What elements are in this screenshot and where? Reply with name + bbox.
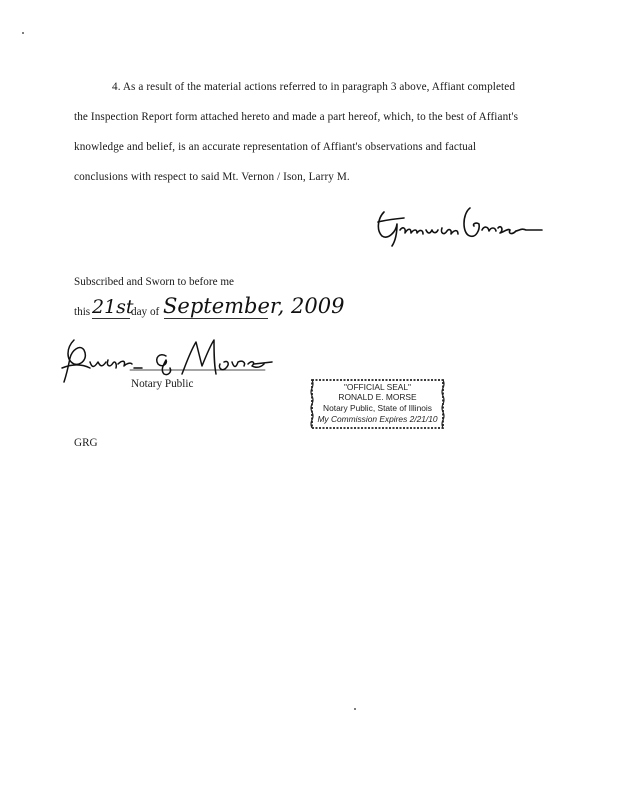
jurat-day-of-label: day of (131, 306, 160, 318)
paragraph-line: conclusions with respect to said Mt. Vernon / Ison, Larry M. (74, 171, 350, 183)
paragraph-line: 4. As a result of the material actions referred to in paragraph 3 above, Affiant completed (112, 81, 516, 93)
seal-line-3: Notary Public, State of Illinois (323, 403, 432, 413)
paragraph-line: the Inspection Report form attached hereto and made a part hereof, which, to the best of Affiant's (74, 111, 519, 123)
scan-speck (354, 708, 356, 710)
month-blank-line (164, 318, 268, 319)
affiant-signature (370, 200, 550, 250)
paragraph-4 (74, 72, 554, 192)
day-blank-line (92, 318, 130, 319)
seal-line-4: My Commission Expires 2/21/10 (317, 414, 438, 424)
scan-speck (22, 32, 24, 34)
jurat-this-label: this (74, 306, 91, 318)
day-handwritten: 21st (92, 296, 134, 318)
paragraph-line: knowledge and belief, is an accurate representation of Affiant's observations and factual (74, 141, 477, 153)
month-year-handwritten: September, 2009 (163, 294, 345, 318)
seal-line-2: RONALD E. MORSE (338, 392, 417, 402)
official-seal-stamp (309, 377, 446, 431)
initials: GRG (74, 437, 98, 449)
seal-line-1: "OFFICIAL SEAL" (343, 382, 412, 392)
jurat-line-1: Subscribed and Sworn to before me (74, 276, 235, 288)
notary-public-label: Notary Public (131, 378, 194, 390)
